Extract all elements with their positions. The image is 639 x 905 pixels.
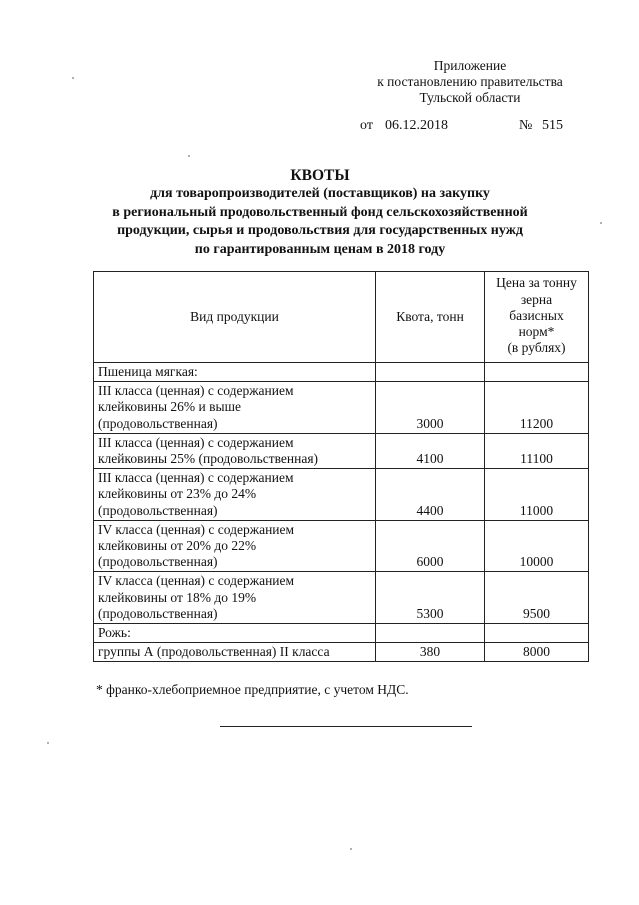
header-price-line: (в рублях) — [507, 340, 566, 356]
price-cell: 11000 — [485, 469, 589, 521]
quota-cell: 5300 — [376, 572, 485, 624]
appendix-line: Тульской области — [419, 90, 521, 105]
price-cell: 11100 — [485, 433, 589, 468]
product-cell — [94, 572, 376, 624]
quota-cell: 6000 — [376, 520, 485, 572]
header-quota: Квота, тонн — [376, 272, 485, 363]
price-cell: 8000 — [485, 643, 589, 662]
table-row — [94, 382, 589, 434]
price-cell: 9500 — [485, 572, 589, 624]
quota-table — [93, 271, 589, 662]
header-price-line: норм* — [518, 324, 555, 340]
product-line: IV класса (ценная) с содержанием — [98, 521, 295, 537]
table-header-row — [94, 272, 589, 363]
number-prefix: № — [519, 118, 533, 133]
table-row — [94, 572, 589, 624]
product-line: III класса (ценная) с содержанием — [98, 434, 294, 450]
product-cell — [94, 520, 376, 572]
scan-speck — [188, 155, 190, 157]
table-row — [94, 469, 589, 521]
header-price-line: Цена за тонну — [496, 275, 577, 291]
closing-line — [220, 726, 472, 727]
product-line: (продовольственная) — [98, 502, 218, 518]
product-line: III класса (ценная) с содержанием — [98, 470, 294, 486]
product-line: группы А (продовольственная) II класса — [98, 644, 330, 660]
section-row — [94, 624, 589, 643]
title-main: КВОТЫ — [290, 167, 350, 184]
appendix-header — [340, 58, 600, 106]
title-line: в региональный продовольственный фонд сельскохозяйственной — [112, 204, 528, 220]
empty-cell — [485, 363, 589, 382]
product-line: (продовольственная) — [98, 415, 218, 431]
document-date: 06.12.2018 — [385, 118, 448, 133]
appendix-line: Приложение — [433, 58, 507, 73]
table-row — [94, 643, 589, 662]
product-line: клейковины от 23% до 24% — [98, 486, 257, 502]
price-cell: 10000 — [485, 520, 589, 572]
scan-speck — [600, 222, 602, 224]
title-line: для товаропроизводителей (поставщиков) на закупку — [150, 186, 490, 201]
product-cell — [94, 643, 376, 662]
scan-speck — [72, 77, 74, 79]
quota-cell: 3000 — [376, 382, 485, 434]
product-line: IV класса (ценная) с содержанием — [98, 573, 295, 589]
document-title — [95, 166, 545, 259]
quota-cell: 380 — [376, 643, 485, 662]
header-price-line: зерна — [520, 291, 553, 307]
product-line: клейковины 26% и выше — [98, 399, 241, 415]
quota-cell: 4400 — [376, 469, 485, 521]
product-line: (продовольственная) — [98, 554, 218, 570]
product-cell — [94, 469, 376, 521]
footnote: * франко-хлебоприемное предприятие, с учетом НДС. — [96, 682, 409, 697]
date-prefix: от — [360, 118, 373, 133]
quota-cell: 4100 — [376, 433, 485, 468]
header-price — [485, 272, 589, 363]
empty-cell — [376, 624, 485, 643]
price-cell: 11200 — [485, 382, 589, 434]
section-row — [94, 363, 589, 382]
appendix-line: к постановлению правительства — [377, 74, 563, 89]
product-line: (продовольственная) — [98, 605, 218, 621]
product-cell — [94, 382, 376, 434]
header-price-line: базисных — [509, 307, 564, 323]
product-line: клейковины от 20% до 22% — [98, 538, 257, 554]
product-cell — [94, 433, 376, 468]
title-line: по гарантированным ценам в 2018 году — [194, 241, 446, 257]
product-line: III класса (ценная) с содержанием — [98, 383, 294, 399]
title-line: продукции, сырья и продовольствия для государственных нужд — [117, 223, 523, 238]
scan-speck — [350, 848, 352, 850]
section-title: Пшеница мягкая: — [94, 363, 376, 382]
table-row — [94, 433, 589, 468]
header-product: Вид продукции — [94, 272, 376, 363]
table-row — [94, 520, 589, 572]
product-line: клейковины 25% (продовольственная) — [98, 451, 319, 467]
product-line: клейковины от 18% до 19% — [98, 589, 257, 605]
empty-cell — [376, 363, 485, 382]
section-title: Рожь: — [94, 624, 376, 643]
document-number: 515 — [542, 118, 563, 133]
scan-speck — [47, 742, 49, 744]
empty-cell — [485, 624, 589, 643]
